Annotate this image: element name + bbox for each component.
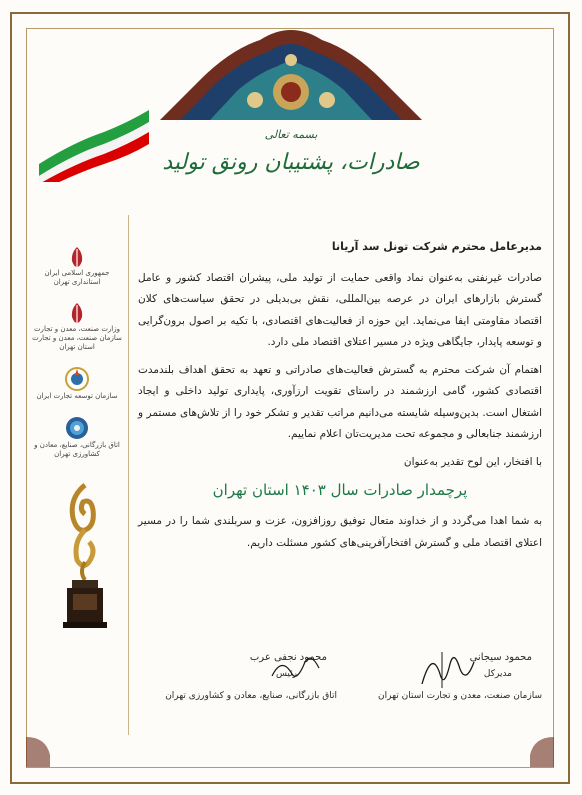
slogan-title: صادرات، پشتیبان رونق تولید <box>162 150 420 175</box>
paragraph-2: اهتمام آن شرکت محترم به گسترش فعالیت‌های صادراتی و تعهد به تحقق اهداف بلندمدت اقتصادی کشور، گامی ارزشمند در راستای تقویت ارزآوری، پایداری تولید داخلی و ایجاد اشتغال است. بدین‌وسیله شایسته می‌دانیم مراتب تقدیر و تشکر خود را از تلاش‌های مستمر و ارزشمند جنابعالی و مجموعه تحت مدیریت‌تان اعلام نماییم. <box>138 363 542 440</box>
logo-tccim <box>32 415 122 459</box>
signer-name: محمود سیجانی <box>469 652 532 663</box>
logo-ministry <box>32 301 122 352</box>
trophy-icon <box>55 480 115 630</box>
logo-caption: سازمان توسعه تجارت ایران <box>36 392 118 400</box>
signature-scribble-icon <box>412 644 482 694</box>
signature-scribble-icon <box>267 646 327 686</box>
bismillah-text: بسمه تعالی <box>264 128 318 141</box>
bottom-ornament-icon <box>26 727 554 767</box>
intro-line: با افتخار، این لوح تقدیر به‌عنوان <box>403 455 542 468</box>
signer-role: رئیس <box>275 669 297 679</box>
iran-emblem-icon <box>66 245 88 269</box>
signer-role: مدیرکل <box>483 669 512 679</box>
iran-emblem-icon <box>66 301 88 325</box>
divider-line <box>128 215 129 735</box>
tpo-logo-icon <box>64 366 90 392</box>
signature-right <box>362 650 542 704</box>
logos-column <box>32 245 122 473</box>
logo-caption: اتاق بازرگانی، صنایع، معادن و کشاورزی تهران <box>34 441 120 458</box>
logo-tpo <box>32 366 122 401</box>
closing-paragraph: به شما اهدا می‌گردد و از خداوند متعال توفیق روزافزون، عزت و سربلندی شما را در مسیر اعتلای اقتصاد ملی و گسترش افتخارآفرینی‌های کشور مسئلت داریم. <box>138 515 542 549</box>
award-title: پرچمدار صادرات سال ۱۴۰۳ استان تهران <box>212 481 468 499</box>
signer-org: سازمان صنعت، معدن و تجارت استان تهران <box>378 691 542 701</box>
tccim-logo-icon <box>64 415 90 441</box>
logo-ostandari <box>32 245 122 287</box>
logo-caption: وزارت صنعت، معدن و تجارت سازمان صنعت، معدن و تجارت استان تهران <box>32 325 122 351</box>
signer-name: محمود نجفی عرب <box>249 652 327 663</box>
signer-org: اتاق بازرگانی، صنایع، معادن و کشاورزی تهران <box>165 691 337 701</box>
recipient-line: مدیرعامل محترم شرکت تونل سد آریانا <box>331 240 542 253</box>
signatures-area <box>138 650 542 720</box>
signature-left <box>157 650 337 704</box>
paragraph-1: صادرات غیرنفتی به‌عنوان نماد واقعی حمایت از تولید ملی، پیشران اقتصاد کشور و عامل گسترش بازارهای ایران در عرصه بین‌المللی، نقش بی‌بدیلی در تحقق سیاست‌های کلان اقتصاد مقاومتی ایفا می‌نماید. این حوزه از فعالیت‌های اقتصادی، با تکیه بر اصول برون‌گرایی و توسعه پایدار، جایگاهی ویژه در مسیر اعتلای اقتصاد ملی دارد. <box>138 271 542 348</box>
letter-body <box>138 236 542 560</box>
top-ornament-icon <box>160 20 422 120</box>
logo-caption: جمهوری اسلامی ایران استانداری تهران <box>44 269 110 286</box>
